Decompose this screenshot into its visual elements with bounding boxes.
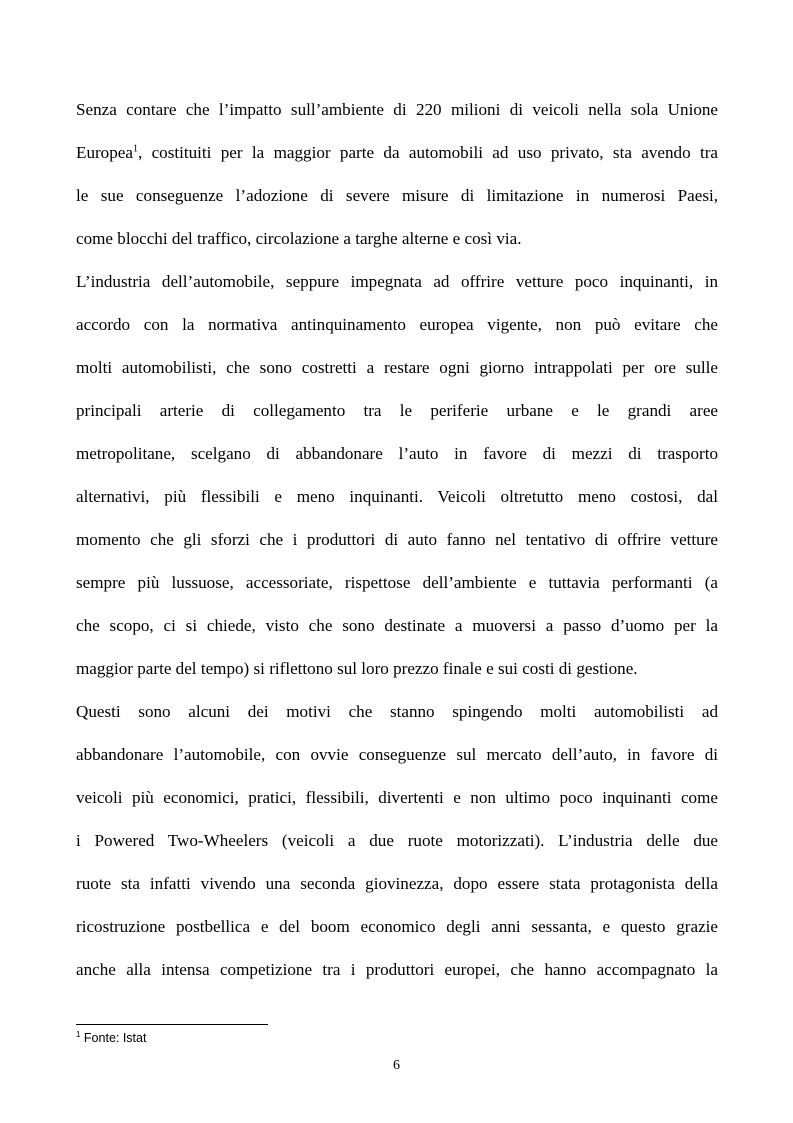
text-line: i Powered Two-Wheelers (veicoli a due ruote motorizzati). L’industria delle due [76,831,718,850]
text-line: L’industria dell’automobile, seppure impegnata ad offrire vetture poco inquinanti, in [76,272,718,291]
text-line [76,131,718,174]
text-line: momento che gli sforzi che i produttori di auto fanno nel tentativo di offrire vetture [76,530,718,549]
text-line: molti automobilisti, che sono costretti a restare ogni giorno intrappolati per ore sulle [76,358,718,377]
footnote-divider [76,1024,268,1025]
footnote [76,1030,146,1046]
text-line: alternativi, più flessibili e meno inquinanti. Veicoli oltretutto meno costosi, dal [76,487,718,506]
text-fragment: , costituiti per la maggior parte da automobili ad uso privato, sta avendo tra [137,143,718,162]
text-line: metropolitane, scelgano di abbandonare l’auto in favore di mezzi di trasporto [76,444,718,463]
text-line: veicoli più economici, pratici, flessibili, divertenti e non ultimo poco inquinanti come [76,788,718,807]
text-line: Senza contare che l’impatto sull’ambiente di 220 milioni di veicoli nella sola Unione [76,100,718,119]
text-line: Questi sono alcuni dei motivi che stanno spingendo molti automobilisti ad [76,702,718,721]
footnote-marker: 1 [76,1029,81,1039]
body-text [76,88,718,991]
text-line: principali arterie di collegamento tra le periferie urbane e le grandi aree [76,401,718,420]
text-line: sempre più lussuose, accessoriate, rispettose dell’ambiente e tuttavia performanti (a [76,573,718,592]
footnote-text: Fonte: Istat [80,1031,147,1045]
text-line: che scopo, ci si chiede, visto che sono destinate a muoversi a passo d’uomo per la [76,616,718,635]
text-line: ruote sta infatti vivendo una seconda giovinezza, dopo essere stata protagonista della [76,874,718,893]
text-line: accordo con la normativa antinquinamento europea vigente, non può evitare che [76,315,718,334]
footnote-reference: 1 [132,143,138,155]
page-number: 6 [393,1058,400,1073]
text-line: ricostruzione postbellica e del boom economico degli anni sessanta, e questo grazie [76,917,718,936]
text-line: come blocchi del traffico, circolazione a targhe alterne e così via. [76,229,522,248]
text-line: maggior parte del tempo) si riflettono sul loro prezzo finale e sui costi di gestione. [76,659,638,678]
text-line: le sue conseguenze l’adozione di severe misure di limitazione in numerosi Paesi, [76,186,718,205]
text-fragment: Europea [76,143,133,162]
text-line: abbandonare l’automobile, con ovvie conseguenze sul mercato dell’auto, in favore di [76,745,718,764]
text-line: anche alla intensa competizione tra i produttori europei, che hanno accompagnato la [76,960,718,979]
